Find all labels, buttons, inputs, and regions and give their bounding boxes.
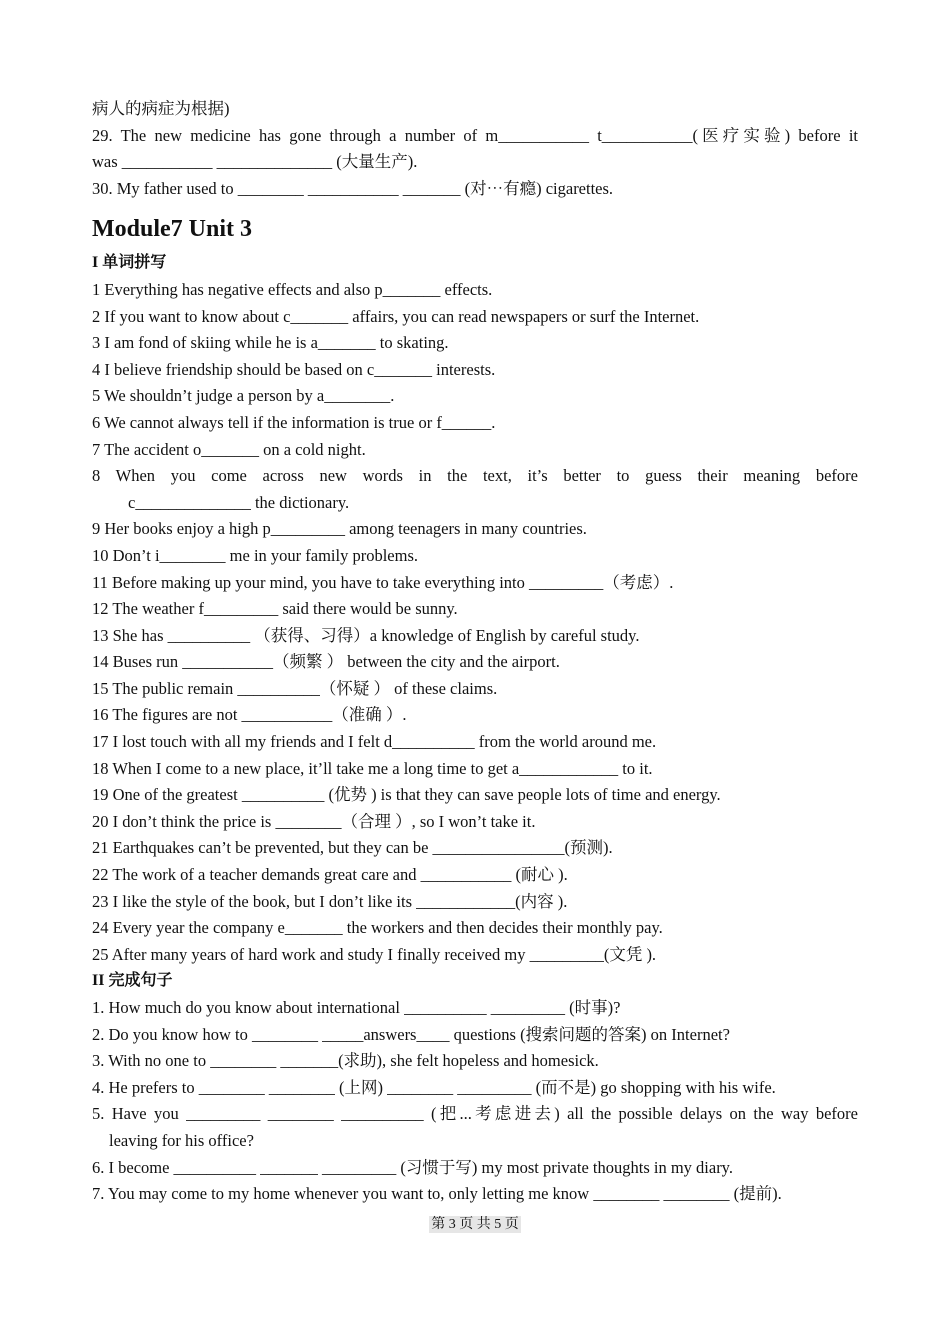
spelling-item-8: 8 When you come across new words in the text, it’s better to guess their meaning before — [92, 466, 858, 486]
spelling-item-17: 17 I lost touch with all my friends and I felt d__________ from the world around me. — [92, 732, 657, 752]
spelling-item-1: 1 Everything has negative effects and also p_______ effects. — [92, 279, 493, 299]
sentence-item-3: 3. With no one to ________ _______(求助), she felt hopeless and homesick. — [92, 1051, 599, 1071]
document-page — [92, 96, 858, 1208]
question-29-continued: was ___________ ______________ (大量生产). — [92, 152, 418, 172]
sentence-item-1: 1. How much do you know about international __________ _________ (时事)? — [92, 998, 621, 1017]
page-number: 第 3 页 共 5 页 — [431, 1217, 519, 1232]
sentence-item-4: 4. He prefers to ________ ________ (上网) ________ _________ (而不是) go shopping with his wife. — [92, 1077, 776, 1097]
sentence-item-5: 5. Have you _________ ________ __________ (把...考虑进去) all the possible delays on the way before — [92, 1104, 858, 1124]
spelling-item-22: 22 The work of a teacher demands great care and ___________ (耐心 ). — [92, 865, 568, 885]
spelling-item-14: 14 Buses run ___________（频繁 ） between the city and the airport. — [92, 652, 560, 672]
sentence-item-5-continued: leaving for his office? — [109, 1130, 254, 1150]
spelling-item-12: 12 The weather f_________ said there would be sunny. — [92, 599, 458, 619]
spelling-item-20: 20 I don’t think the price is ________（合理 ）, so I won’t take it. — [92, 811, 536, 831]
text-line: 病人的病症为根据) — [92, 99, 230, 118]
spelling-item-13: 13 She has __________ （获得、习得）a knowledge of English by careful study. — [92, 625, 640, 645]
spelling-item-15: 15 The public remain __________（怀疑 ） of these claims. — [92, 678, 498, 698]
spelling-item-9: 9 Her books enjoy a high p_________ among teenagers in many countries. — [92, 519, 587, 539]
sentence-item-2: 2. Do you know how to ________ _____answers____ questions (搜索问题的答案) on Internet? — [92, 1024, 730, 1044]
spelling-item-16: 16 The figures are not ___________（准确 ）. — [92, 705, 407, 725]
section-heading-spelling: I 单词拼写 — [92, 254, 167, 272]
spelling-item-25: 25 After many years of hard work and study I finally received my _________(文凭 ). — [92, 944, 657, 964]
module-title: Module7 Unit 3 — [92, 216, 253, 243]
spelling-item-6: 6 We cannot always tell if the information is true or f______. — [92, 412, 496, 432]
sentence-item-7: 7. You may come to my home whenever you want to, only letting me know ________ ________ (提前). — [92, 1184, 782, 1204]
spelling-item-3: 3 I am fond of skiing while he is a_______ to skating. — [92, 333, 449, 353]
spelling-item-11: 11 Before making up your mind, you have to take everything into _________（考虑）. — [92, 572, 674, 592]
spelling-item-8-continued: c______________ the dictionary. — [128, 492, 350, 512]
spelling-item-5: 5 We shouldn’t judge a person by a________. — [92, 386, 395, 406]
spelling-item-21: 21 Earthquakes can’t be prevented, but they can be ________________(预测). — [92, 838, 613, 858]
spelling-item-24: 24 Every year the company e_______ the workers and then decides their monthly pay. — [92, 918, 663, 938]
page-footer — [0, 1213, 950, 1233]
spelling-item-10: 10 Don’t i________ me in your family problems. — [92, 545, 418, 565]
spelling-item-18: 18 When I come to a new place, it’ll take me a long time to get a____________ to it. — [92, 758, 653, 778]
spelling-item-23: 23 I like the style of the book, but I don’t like its ____________(内容 ). — [92, 891, 568, 911]
spelling-item-7: 7 The accident o_______ on a cold night. — [92, 439, 366, 459]
sentence-item-6: 6. I become __________ _______ _________ (习惯于写) my most private thoughts in my diary. — [92, 1157, 733, 1177]
spelling-item-4: 4 I believe friendship should be based on c_______ interests. — [92, 359, 496, 379]
question-29: 29. The new medicine has gone through a number of m___________ t___________(医疗实验) before it — [92, 125, 858, 145]
question-30: 30. My father used to ________ ___________ _______ (对⋯有瘾) cigarettes. — [92, 178, 614, 198]
spelling-item-2: 2 If you want to know about c_______ affairs, you can read newspapers or surf the Internet. — [92, 306, 700, 326]
spelling-item-19: 19 One of the greatest __________ (优势 ) is that they can save people lots of time and energy. — [92, 785, 721, 805]
section-heading-sentences: II 完成句子 — [92, 972, 173, 990]
